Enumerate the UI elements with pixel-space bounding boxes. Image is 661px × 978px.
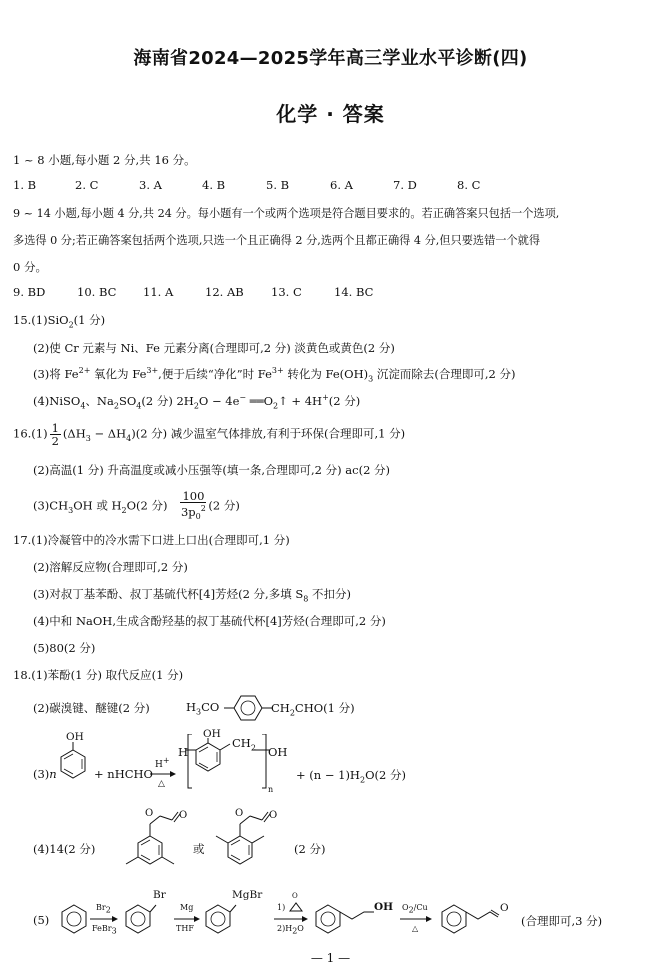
q18-polymer-oh: OH bbox=[203, 728, 221, 740]
q18-cond-heat: △ bbox=[158, 779, 165, 789]
q17-part5: (5)80(2 分) bbox=[33, 641, 96, 655]
page-number: — 1 — bbox=[310, 951, 351, 965]
q17-part4: (4)中和 NaOH,生成含酚羟基的叔丁基硫代杯[4]芳烃(合理即可,2 分) bbox=[33, 614, 386, 628]
benzene-start-icon bbox=[60, 903, 88, 935]
route-br-label: Br bbox=[153, 889, 166, 901]
polymer-bracket-icon bbox=[186, 734, 270, 790]
epoxide-icon bbox=[288, 900, 304, 912]
answer-item: 2. C bbox=[75, 178, 99, 192]
route-step2-reagent: Mg bbox=[180, 903, 194, 912]
route-step4-heat: △ bbox=[412, 924, 419, 933]
reaction-arrow-icon bbox=[150, 770, 176, 778]
q18-part1: 18.(1)苯酚(1 分) 取代反应(1 分) bbox=[13, 668, 184, 682]
answer-item: 13. C bbox=[271, 285, 302, 299]
route-arrow1-icon bbox=[90, 915, 118, 923]
q15-part4: (4)NiSO$_4$、$Na_2SO_4(2$ 分) $2H_2O - 4e^-$ $══O_2↑ + 4H^+(2$ 分) bbox=[33, 393, 361, 411]
phenol-ring-icon bbox=[56, 742, 90, 786]
route-aldehyde-o: O bbox=[500, 902, 509, 914]
route-step1-reagent: $Br_2$ bbox=[96, 903, 111, 915]
answers2-row bbox=[13, 285, 384, 299]
q16-part3: $(3)CH_3OH$ 或 $H_2O(2$ 分) $\frac{100}{3p_0^2}$ (2 分) bbox=[33, 489, 240, 522]
answer-item: 10. BC bbox=[77, 285, 117, 299]
isomer2-o-label: O bbox=[235, 808, 244, 819]
answer-item: 12. AB bbox=[205, 285, 244, 299]
q18-part4-label: (4)14(2 分) bbox=[33, 842, 96, 856]
answer-item: 11. A bbox=[143, 285, 174, 299]
answer-item: 14. BC bbox=[334, 285, 374, 299]
q18-h3co-label: $H_3CO$ bbox=[186, 700, 220, 717]
q18-or-text: 或 bbox=[193, 842, 205, 856]
route-arrow4-icon bbox=[400, 915, 432, 923]
q15-part2: (2)使 Cr 元素与 Ni、Fe 元素分离(合理即可,2 分) 淡黄色或黄色(2 分) bbox=[33, 341, 395, 355]
route-step3-reagent2: $2)H_2O$ bbox=[277, 924, 304, 936]
q18-water-text: + $(n - 1)H_2O(2$ 分) bbox=[296, 768, 406, 785]
part2-header-line1: 9 ~ 14 小题,每小题 4 分,共 24 分。每小题有一个或两个选项是符合题目要求的。若正确答案只包括一个选项, bbox=[13, 207, 560, 220]
q17-part3: (3)对叔丁基苯酚、叔丁基硫代杯[4]芳烃(2 分,多填 $S_8$ 不扣分) bbox=[33, 587, 351, 604]
answer-item: 6. A bbox=[330, 178, 353, 192]
q18-phenol-oh-label: OH bbox=[66, 731, 84, 743]
q18-polymer-n: n bbox=[268, 785, 274, 794]
route-arrow2-icon bbox=[174, 915, 200, 923]
document-title: 海南省2024—2025学年高三学业水平诊断(四) bbox=[133, 48, 528, 69]
q18-part5-score: (合理即可,3 分) bbox=[521, 914, 603, 928]
grignard-reagent-icon bbox=[204, 903, 244, 935]
q15-part1: 15.(1)SiO$_2$(1 分) bbox=[13, 313, 106, 330]
q18-part5-label: (5) bbox=[33, 913, 50, 927]
q18-hcho-text: + nHCHO bbox=[94, 767, 153, 781]
q18-part2: (2)碳溴键、醚键(2 分) bbox=[33, 701, 150, 715]
q18-polymer-h: H bbox=[178, 745, 189, 759]
q15-part3: (3)将 $Fe^{2+}$ 氧化为 $Fe^{3+}$,便于后续“净化”时 $Fe^{3+}$ 转化为 $Fe(OH)_3$ 沉淀而除去(合理即可,2 分) bbox=[33, 366, 516, 384]
isomer1-o2-label: O bbox=[179, 810, 188, 821]
isomer2-structure-icon bbox=[210, 806, 280, 876]
route-epoxide-o: O bbox=[292, 892, 298, 900]
isomer1-o-label: O bbox=[145, 808, 154, 819]
q18-cond-acid: H+ bbox=[155, 756, 170, 770]
part2-header-line3: 0 分。 bbox=[13, 260, 47, 274]
q16-part1: 16.(1) $\frac{1}{2}$ $(\Delta H_3 - \Delta H_4)(2$ 分) 减少温室气体排放,有利于环保(合理即可,1 分) bbox=[13, 421, 406, 448]
answer-item: 3. A bbox=[139, 178, 162, 192]
answer-item: 4. B bbox=[202, 178, 226, 192]
answers1-row bbox=[13, 178, 507, 192]
route-mgbr-label: MgBr bbox=[232, 889, 263, 901]
route-step4-reagent: $O_2/Cu$ bbox=[402, 903, 428, 915]
answer-item: 1. B bbox=[13, 178, 37, 192]
q18-polymer-end-oh: OH bbox=[268, 745, 288, 759]
q17-part2: (2)溶解反应物(合理即可,2 分) bbox=[33, 560, 188, 574]
document-subtitle: 化学 · 答案 bbox=[276, 102, 385, 126]
answer-item: 5. B bbox=[266, 178, 290, 192]
part1-header: 1 ~ 8 小题,每小题 2 分,共 16 分。 bbox=[13, 153, 196, 167]
answer-item: 7. D bbox=[393, 178, 417, 192]
bromobenzene-icon bbox=[124, 903, 164, 935]
answer-item: 9. BD bbox=[13, 285, 46, 299]
route-step2-solvent: THF bbox=[176, 924, 194, 933]
answer-item: 8. C bbox=[457, 178, 481, 192]
isomer1-structure-icon bbox=[118, 806, 190, 884]
part2-header-line2: 多选得 0 分;若正确答案包括两个选项,只选一个且正确得 2 分,选两个且都正确得 4 分,但只要选错一个就得 bbox=[13, 234, 541, 247]
route-step3-reagent1: 1) bbox=[277, 903, 286, 912]
q18-ch2cho-label: $CH_2CHO(1$ 分) bbox=[271, 701, 355, 718]
route-step1-catalyst: FeBr$_3$ bbox=[92, 924, 117, 936]
isomer2-o2-label: O bbox=[269, 810, 278, 821]
q16-part2: (2)高温(1 分) 升高温度或减小压强等(填一条,合理即可,2 分) ac(2 分) bbox=[33, 463, 391, 477]
q18-part3-label: (3)n bbox=[33, 767, 57, 781]
q17-part1: 17.(1)冷凝管中的冷水需下口进上口出(合理即可,1 分) bbox=[13, 533, 290, 547]
route-oh-label: OH bbox=[374, 901, 394, 913]
q18-part4-score: (2 分) bbox=[294, 842, 326, 856]
q18-polymer-ch2: $CH_2$ bbox=[232, 736, 256, 753]
route-arrow3-icon bbox=[274, 915, 308, 923]
